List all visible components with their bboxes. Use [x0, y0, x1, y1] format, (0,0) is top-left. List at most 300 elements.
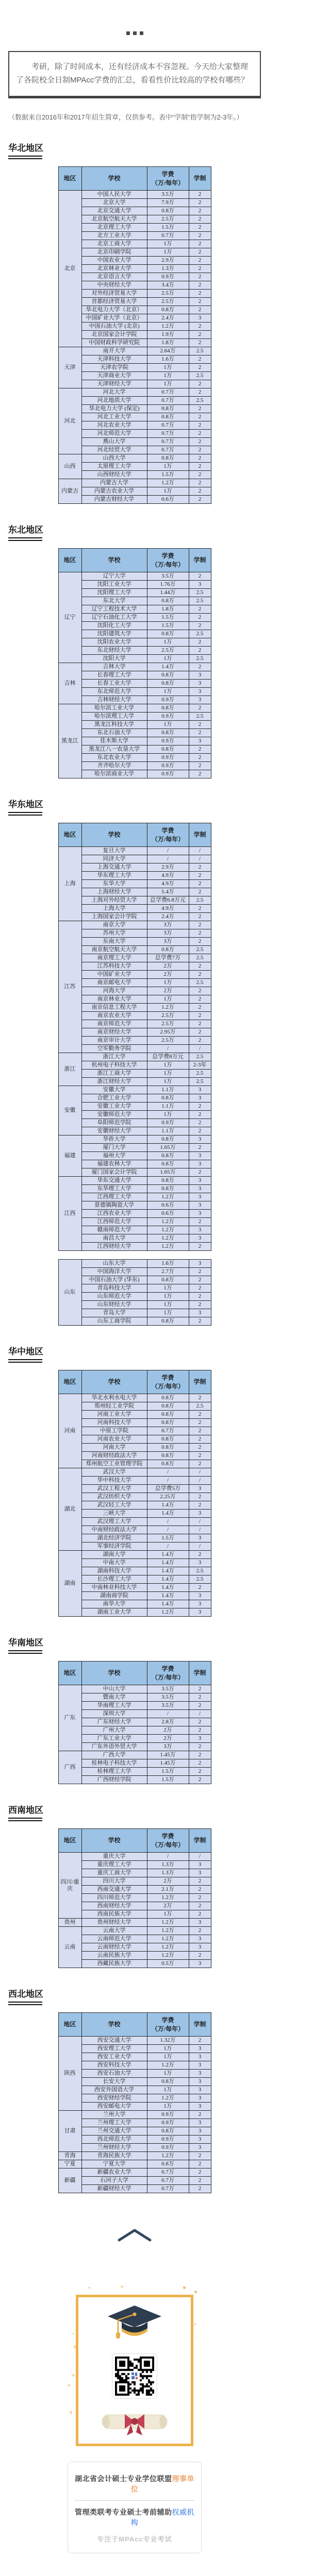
duration-cell: 3 — [189, 1559, 211, 1567]
duration-cell: / — [189, 1543, 211, 1551]
duration-cell: 2 — [189, 380, 211, 388]
school-cell: 北京印刷学院 — [81, 248, 147, 257]
duration-cell: 2 — [189, 413, 211, 421]
duration-cell: 2 — [189, 463, 211, 471]
school-cell: 上海国家会计学院 — [81, 913, 147, 921]
school-cell: 辽宁工程技术大学 — [81, 605, 147, 614]
table-row — [58, 446, 211, 454]
duration-cell: 2 — [189, 1927, 211, 1935]
fee-cell: 0.9万 — [147, 737, 189, 745]
fee-cell: 0.8万 — [147, 597, 189, 605]
duration-cell: 3 — [189, 680, 211, 688]
table-row — [58, 729, 211, 737]
fee-cell: 7.9万 — [147, 199, 189, 207]
confetti-dot — [73, 2333, 74, 2334]
school-cell: 江西财经大学 — [81, 1243, 147, 1251]
duration-cell: 3 — [189, 1510, 211, 1518]
duration-cell: 3 — [189, 1086, 211, 1094]
school-cell: 湖南商学院 — [81, 1592, 147, 1600]
table-row — [58, 1501, 211, 1510]
table-row — [58, 232, 211, 240]
table-row — [58, 1078, 211, 1086]
school-cell: 苏州大学 — [81, 929, 147, 938]
fee-cell: / — [147, 855, 189, 863]
table-row — [58, 290, 211, 298]
col-header-school: 学校 — [81, 1829, 147, 1853]
table-row — [58, 1402, 211, 1411]
fee-cell: 0.7万 — [147, 430, 189, 438]
section-title-underline — [8, 156, 42, 159]
back-to-top[interactable] — [0, 2227, 269, 2245]
fee-cell: 1万 — [147, 2086, 189, 2094]
table-row — [58, 1243, 211, 1251]
fee-header-line1: 学费 — [161, 1833, 174, 1840]
intro-quote-text: 考研，除了时间成本，还有经济成本不容忽视。今天给大家整理了各院校全日制MPAcc学费的汇总，看看性价比较高的学校有哪些？ — [16, 62, 249, 85]
fee-cell: 0.9万 — [147, 2144, 189, 2152]
school-cell: 北京工商大学 — [81, 240, 147, 248]
duration-cell: 2 — [189, 647, 211, 655]
fee-cell: 1万 — [147, 655, 189, 663]
school-cell: 合肥工业大学 — [81, 1094, 147, 1103]
table-header — [58, 2013, 211, 2037]
separator-dots-icon — [0, 0, 269, 38]
school-cell: 长安大学 — [81, 2078, 147, 2086]
fee-cell: 0.8万 — [147, 207, 189, 215]
table-row — [58, 388, 211, 397]
fee-cell: 1.8万 — [147, 339, 189, 347]
school-cell: 广东财经大学 — [81, 1718, 147, 1726]
duration-cell: 2.5 — [189, 1575, 211, 1584]
school-cell: 辽宁石油化工大学 — [81, 614, 147, 622]
table-row — [58, 597, 211, 605]
school-cell: 景德镇陶瓷大学 — [81, 1201, 147, 1210]
school-cell: 空军勤务学院 — [81, 1045, 147, 1053]
region-cell: 黑龙江 — [58, 704, 81, 778]
table-row — [58, 1111, 211, 1119]
duration-cell: 2 — [189, 487, 211, 496]
table-row — [58, 1551, 211, 1559]
col-header-region: 地区 — [58, 1829, 81, 1853]
school-cell: 武汉轻工大学 — [81, 1501, 147, 1510]
table-row — [58, 1260, 211, 1268]
fee-cell: 1.4万 — [147, 1501, 189, 1510]
duration-cell: 2 — [189, 232, 211, 240]
school-cell: 复旦大学 — [81, 847, 147, 855]
fee-cell: 总学费7万 — [147, 954, 189, 962]
duration-cell: 3 — [189, 1608, 211, 1617]
school-cell: 内蒙古农业大学 — [81, 487, 147, 496]
table-row — [58, 281, 211, 290]
col-header-fee — [147, 549, 189, 572]
duration-cell: 2 — [189, 921, 211, 929]
school-cell: 华南理工大学 — [81, 1702, 147, 1710]
col-header-region: 地区 — [58, 167, 81, 191]
table-row — [58, 1468, 211, 1477]
duration-cell: 2 — [189, 1902, 211, 1910]
school-cell: 上海对外经贸大学 — [81, 896, 147, 905]
table-row — [58, 339, 211, 347]
school-cell: 天津农学院 — [81, 364, 147, 372]
fee-cell: 0.8万 — [147, 306, 189, 314]
duration-cell: 2.5 — [189, 979, 211, 987]
duration-cell: 2 — [189, 663, 211, 671]
fee-cell: 2.1万 — [147, 1886, 189, 1894]
duration-cell: 2 — [189, 1759, 211, 1768]
school-cell: 长沙理工大学 — [81, 1575, 147, 1584]
school-cell: 东北石油大学 — [81, 729, 147, 737]
duration-cell: 2 — [189, 1301, 211, 1309]
section-title: 华东地区 — [8, 800, 43, 809]
table-row — [58, 1510, 211, 1518]
school-cell: 云南财经大学 — [81, 1943, 147, 1952]
fee-cell: 1.2万 — [147, 2152, 189, 2160]
table-row — [58, 1600, 211, 1608]
school-cell: 西安理工大学 — [81, 2045, 147, 2053]
fee-cell: 1万 — [147, 1309, 189, 1317]
table-row — [58, 397, 211, 405]
duration-cell: 2 — [189, 1685, 211, 1693]
duration-cell: 2 — [189, 1243, 211, 1251]
table-row — [58, 745, 211, 754]
chevron-up-icon[interactable] — [116, 2227, 153, 2243]
table-row — [58, 1284, 211, 1293]
table-header — [58, 1662, 211, 1685]
fee-cell: 1.45万 — [147, 1751, 189, 1759]
table-row — [58, 622, 211, 630]
fee-cell: 总学费5万 — [147, 1485, 189, 1493]
school-cell: 厦门大学 — [81, 1144, 147, 1152]
school-cell: 南京审计大学 — [81, 1037, 147, 1045]
table-row — [58, 430, 211, 438]
duration-cell: 3 — [189, 1735, 211, 1743]
region-cell: 江西 — [58, 1177, 81, 1251]
duration-cell: 2 — [189, 1419, 211, 1427]
table-row — [58, 962, 211, 971]
promo-line-2 — [74, 2507, 195, 2528]
school-cell: 中南林业科技大学 — [81, 1584, 147, 1592]
table-row — [58, 1193, 211, 1201]
duration-cell: 2 — [189, 355, 211, 364]
table-row — [58, 572, 211, 581]
school-cell: 江西农业大学 — [81, 1210, 147, 1218]
duration-cell: 2 — [189, 265, 211, 273]
fee-cell: 1.5万 — [147, 471, 189, 479]
school-cell: 齐齐哈尔大学 — [81, 762, 147, 770]
school-cell: 广东工业大学 — [81, 1735, 147, 1743]
table-body — [58, 191, 211, 504]
table-row — [58, 762, 211, 770]
fee-cell: 0.8万 — [147, 1185, 189, 1193]
table-header — [58, 549, 211, 572]
table-row — [58, 1136, 211, 1144]
fee-cell: 1万 — [147, 1293, 189, 1301]
fee-cell: 1.4万 — [147, 1600, 189, 1608]
fee-cell: 1.2万 — [147, 1935, 189, 1943]
fee-cell: 0.7万 — [147, 232, 189, 240]
school-cell: 北方工业大学 — [81, 232, 147, 240]
table-row — [58, 1559, 211, 1567]
table-row — [58, 1070, 211, 1078]
col-header-duration: 学制 — [189, 1370, 211, 1394]
duration-cell: / — [189, 855, 211, 863]
duration-cell: 2 — [189, 1103, 211, 1111]
table-header — [58, 823, 211, 847]
promo-line2-main: 管理类联考专业硕士考前辅助 — [75, 2508, 172, 2516]
duration-cell: 2.5 — [189, 946, 211, 954]
duration-cell: 2 — [189, 496, 211, 504]
table-row — [58, 1861, 211, 1869]
fee-cell: 3万 — [147, 938, 189, 946]
duration-cell: 2 — [189, 364, 211, 372]
fee-cell: 0.8万 — [147, 1435, 189, 1444]
fee-cell: 1万 — [147, 487, 189, 496]
school-cell: 四川大学 — [81, 1877, 147, 1886]
school-cell: 南京大学 — [81, 921, 147, 929]
fee-cell: 1万 — [147, 1070, 189, 1078]
fee-cell: 1.1万 — [147, 1086, 189, 1094]
section-title: 华南地区 — [8, 1638, 43, 1648]
duration-cell: 2 — [189, 1444, 211, 1452]
duration-cell: 2 — [189, 224, 211, 232]
fee-cell: 1.65万 — [147, 1144, 189, 1152]
fee-cell: 0.8万 — [147, 1460, 189, 1468]
fee-header-line1: 学费 — [161, 1665, 174, 1673]
table-row — [58, 2127, 211, 2136]
duration-cell: 3 — [189, 2053, 211, 2061]
school-cell: 兰州财经大学 — [81, 2144, 147, 2152]
region-cell: 广西 — [58, 1751, 81, 1784]
school-cell: 哈尔滨商业大学 — [81, 770, 147, 778]
fee-cell: 0.9万 — [147, 770, 189, 778]
school-cell: 云南民族大学 — [81, 1952, 147, 1960]
duration-cell: 2 — [189, 863, 211, 872]
school-cell: 南京农业大学 — [81, 1012, 147, 1020]
section-title-underline — [8, 1650, 42, 1654]
fee-cell: 1.2万 — [147, 479, 189, 487]
table-row — [58, 1543, 211, 1551]
fee-cell: 2.7万 — [147, 1268, 189, 1276]
col-header-region: 地区 — [58, 823, 81, 847]
school-cell: 浙江工商大学 — [81, 1070, 147, 1078]
school-cell: 杭州电子科技大学 — [81, 1061, 147, 1070]
table-row — [58, 581, 211, 589]
confetti-dot — [183, 2286, 186, 2289]
duration-cell: 2 — [189, 1584, 211, 1592]
duration-cell: 2 — [189, 207, 211, 215]
table-body — [58, 1394, 211, 1617]
duration-cell: 2 — [189, 1493, 211, 1501]
tuition-table — [58, 1828, 211, 1968]
school-cell: 河海大学 — [81, 987, 147, 995]
school-cell: 桂林理工大学 — [81, 1768, 147, 1776]
table-row — [58, 655, 211, 663]
duration-cell: 2.5 — [189, 1070, 211, 1078]
school-cell: 湖北经济学院 — [81, 1534, 147, 1543]
duration-cell: 3 — [189, 1935, 211, 1943]
duration-cell: 2 — [189, 1004, 211, 1012]
duration-cell: 2 — [189, 1276, 211, 1284]
fee-cell: 1.2万 — [147, 1927, 189, 1935]
table-row — [58, 463, 211, 471]
duration-cell: 2 — [189, 2111, 211, 2119]
school-cell: 内蒙古财经大学 — [81, 496, 147, 504]
school-cell: 沈阳工业大学 — [81, 581, 147, 589]
duration-cell: 3 — [189, 2045, 211, 2053]
school-cell: 南华大学 — [81, 1600, 147, 1608]
school-cell: 黑龙江科技大学 — [81, 721, 147, 729]
school-cell: 深圳大学 — [81, 1710, 147, 1718]
table-row — [58, 1045, 211, 1053]
fee-cell: 1.2万 — [147, 1226, 189, 1234]
school-cell: 东华大学 — [81, 880, 147, 888]
table-row — [58, 2152, 211, 2160]
school-cell: 青岛科技大学 — [81, 1284, 147, 1293]
table-row — [58, 224, 211, 232]
school-cell: 新疆财经大学 — [81, 2185, 147, 2193]
fee-cell: 1万 — [147, 1284, 189, 1293]
table-row — [58, 487, 211, 496]
section-title: 东北地区 — [8, 525, 43, 535]
table-row — [58, 1759, 211, 1768]
table-row — [58, 1293, 211, 1301]
table-row — [58, 1943, 211, 1952]
school-cell: 武汉大学 — [81, 1468, 147, 1477]
table-row — [58, 1608, 211, 1617]
duration-cell: 2.5 — [189, 589, 211, 597]
duration-cell: 2.5 — [189, 630, 211, 638]
school-cell: 兰州理工大学 — [81, 2119, 147, 2127]
duration-cell: 2 — [189, 1119, 211, 1127]
duration-cell: 2 — [189, 614, 211, 622]
duration-cell: 2 — [189, 388, 211, 397]
table-row — [58, 2160, 211, 2168]
table-row — [58, 1526, 211, 1534]
school-cell: 广西财经学院 — [81, 1776, 147, 1784]
duration-cell: 3 — [189, 1185, 211, 1193]
fee-cell: 1.6万 — [147, 355, 189, 364]
duration-cell: 2 — [189, 605, 211, 614]
fee-cell: 0.9万 — [147, 713, 189, 721]
school-cell: 福建农林大学 — [81, 1160, 147, 1168]
duration-cell: 3 — [189, 1193, 211, 1201]
table-row — [58, 770, 211, 778]
section-title: 华中地区 — [8, 1347, 43, 1357]
school-cell: 沈阳大学 — [81, 655, 147, 663]
table-row — [58, 2119, 211, 2127]
fee-cell: 0.9万 — [147, 754, 189, 762]
duration-cell: 2 — [189, 905, 211, 913]
duration-cell: 2-3年 — [189, 1061, 211, 1070]
school-cell: 河北经贸大学 — [81, 446, 147, 454]
table-row — [58, 1710, 211, 1718]
region-cell: 宁夏 — [58, 2160, 81, 2168]
fee-cell: / — [147, 1477, 189, 1485]
duration-cell: 2 — [189, 1218, 211, 1226]
fee-cell: 0.9万 — [147, 762, 189, 770]
school-cell: 首都经济贸易大学 — [81, 298, 147, 306]
duration-cell: 2 — [189, 1877, 211, 1886]
school-cell: 沈阳农业大学 — [81, 638, 147, 647]
fee-cell: 0.8万 — [147, 1452, 189, 1460]
fee-header-line1: 学费 — [161, 827, 174, 835]
table-row — [58, 630, 211, 638]
fee-cell: 1.1万 — [147, 1127, 189, 1136]
fee-header-line2: （万/每年） — [151, 561, 185, 568]
duration-cell: 2 — [189, 199, 211, 207]
table-row — [58, 1185, 211, 1193]
duration-cell: 3 — [189, 1136, 211, 1144]
fee-cell: 1.76万 — [147, 581, 189, 589]
fee-header-line2: （万/每年） — [151, 1841, 185, 1849]
section-title-underline — [8, 537, 42, 541]
table-row — [58, 713, 211, 721]
table-row — [58, 2086, 211, 2094]
table-row — [58, 257, 211, 265]
region-cell: 河南 — [58, 1394, 81, 1468]
tuition-table — [58, 1370, 211, 1617]
table-row — [58, 1037, 211, 1045]
fee-header-line1: 学费 — [161, 552, 174, 560]
fee-cell: 1万 — [147, 1910, 189, 1919]
duration-cell: 3 — [189, 2127, 211, 2136]
table-header-row — [58, 167, 211, 191]
col-header-school: 学校 — [81, 167, 147, 191]
table-row — [58, 1168, 211, 1177]
col-header-school: 学校 — [81, 1662, 147, 1685]
duration-cell: 2 — [189, 331, 211, 339]
fee-cell: 0.9万 — [147, 2136, 189, 2144]
fee-cell: 1万 — [147, 463, 189, 471]
promo-line1-highlight: 理事单位 — [130, 2475, 194, 2493]
table-row — [58, 496, 211, 504]
fee-cell: 0.8万 — [147, 1317, 189, 1326]
school-cell: 黑龙江八一农垦大学 — [81, 745, 147, 754]
duration-cell: 2 — [189, 421, 211, 430]
fee-cell: 0.8万 — [147, 1152, 189, 1160]
fee-cell: 3万 — [147, 921, 189, 929]
school-cell: 中南大学 — [81, 1559, 147, 1567]
table-row — [58, 372, 211, 380]
fee-cell: 1.2万 — [147, 323, 189, 331]
table-row — [58, 314, 211, 323]
school-cell: 南京理工大学 — [81, 954, 147, 962]
fee-cell: 2.5万 — [147, 647, 189, 655]
table-row — [58, 405, 211, 413]
school-cell: 北京理工大学 — [81, 224, 147, 232]
school-cell: 河南大学 — [81, 1444, 147, 1452]
school-cell: 西南民族大学 — [81, 1910, 147, 1919]
fee-cell: 0.8万 — [147, 1444, 189, 1452]
table-row — [58, 2185, 211, 2193]
duration-cell: 2 — [189, 1028, 211, 1037]
fee-cell: / — [147, 1526, 189, 1534]
table-header — [58, 167, 211, 191]
fee-header-line2: （万/每年） — [151, 1382, 185, 1390]
school-cell: 太原理工大学 — [81, 463, 147, 471]
duration-cell: 2 — [189, 240, 211, 248]
table-row — [58, 1702, 211, 1710]
table-row — [58, 971, 211, 979]
fee-cell: 2.5万 — [147, 298, 189, 306]
duration-cell: 2 — [189, 1501, 211, 1510]
fee-cell: 3万 — [147, 1743, 189, 1751]
fee-cell: 1万 — [147, 248, 189, 257]
fee-cell: 0.8万 — [147, 2127, 189, 2136]
col-header-fee — [147, 167, 189, 191]
table-row — [58, 737, 211, 745]
table-row — [58, 1477, 211, 1485]
duration-cell: 2 — [189, 430, 211, 438]
